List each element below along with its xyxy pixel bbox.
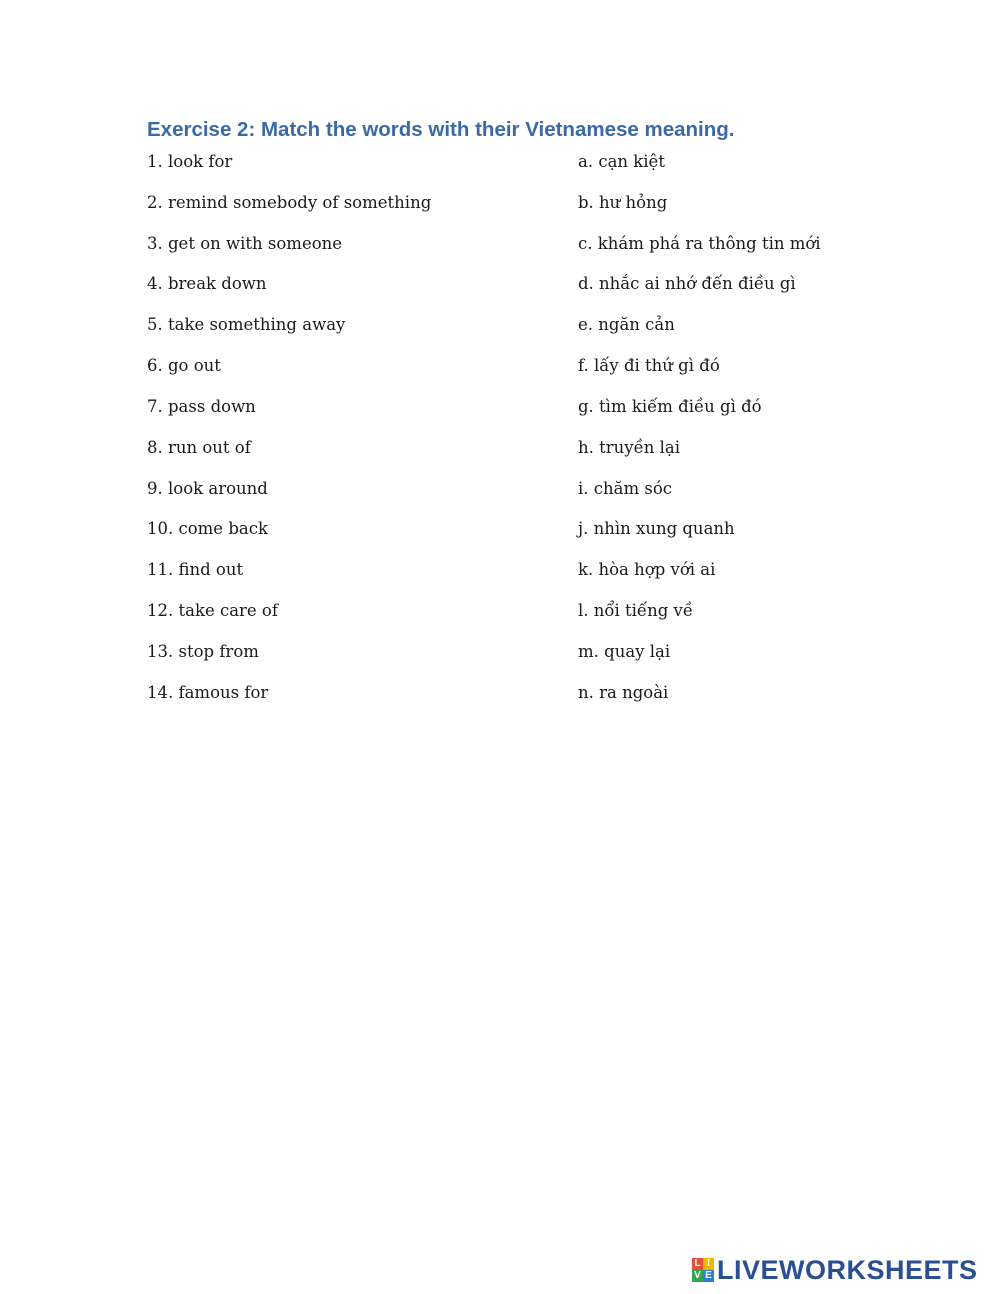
meaning-item: m. quay lại: [578, 642, 671, 661]
exercise-title: Exercise 2: Match the words with their Vietnamese meaning.: [147, 118, 735, 141]
meaning-item: n. ra ngoài: [578, 683, 669, 702]
logo-letter: E: [703, 1270, 714, 1282]
list-item: [0, 518, 1000, 546]
list-item: [0, 682, 1000, 710]
list-item: [0, 641, 1000, 669]
logo-letter: V: [692, 1270, 703, 1282]
meaning-item: h. truyền lại: [578, 438, 680, 457]
word-item: 14. famous for: [147, 683, 269, 702]
list-item: [0, 314, 1000, 342]
list-item: [0, 478, 1000, 506]
list-item: [0, 151, 1000, 179]
liveworksheets-logo: [692, 1254, 978, 1286]
meaning-item: f. lấy đi thứ gì đó: [578, 356, 720, 375]
list-item: [0, 355, 1000, 383]
word-item: 10. come back: [147, 519, 268, 538]
word-item: 3. get on with someone: [147, 234, 343, 253]
logo-letter: I: [703, 1258, 714, 1270]
meaning-item: i. chăm sóc: [578, 479, 673, 498]
word-item: 11. find out: [147, 560, 244, 579]
meaning-item: c. khám phá ra thông tin mới: [578, 234, 821, 253]
meaning-item: d. nhắc ai nhớ đến điều gì: [578, 274, 796, 293]
word-item: 5. take something away: [147, 315, 346, 334]
list-item: [0, 273, 1000, 301]
meaning-item: k. hòa hợp với ai: [578, 560, 716, 579]
word-item: 7. pass down: [147, 397, 256, 416]
meaning-item: j. nhìn xung quanh: [578, 519, 735, 538]
meaning-item: g. tìm kiếm điều gì đó: [578, 397, 762, 416]
list-item: [0, 192, 1000, 220]
logo-text: LIVEWORKSHEETS: [717, 1254, 978, 1285]
word-item: 12. take care of: [147, 601, 278, 620]
list-item: [0, 559, 1000, 587]
meaning-item: e. ngăn cản: [578, 315, 675, 334]
list-item: [0, 396, 1000, 424]
word-item: 4. break down: [147, 274, 267, 293]
list-item: [0, 233, 1000, 261]
word-item: 8. run out of: [147, 438, 251, 457]
word-item: 2. remind somebody of something: [147, 193, 432, 212]
list-item: [0, 600, 1000, 628]
meaning-item: a. cạn kiệt: [578, 152, 665, 171]
word-item: 9. look around: [147, 479, 268, 498]
word-item: 13. stop from: [147, 642, 259, 661]
meaning-item: l. nổi tiếng về: [578, 601, 693, 620]
meaning-item: b. hư hỏng: [578, 193, 668, 212]
list-item: [0, 437, 1000, 465]
logo-mark-icon: [692, 1258, 714, 1282]
logo-letter: L: [692, 1258, 703, 1270]
word-item: 6. go out: [147, 356, 221, 375]
word-item: 1. look for: [147, 152, 233, 171]
